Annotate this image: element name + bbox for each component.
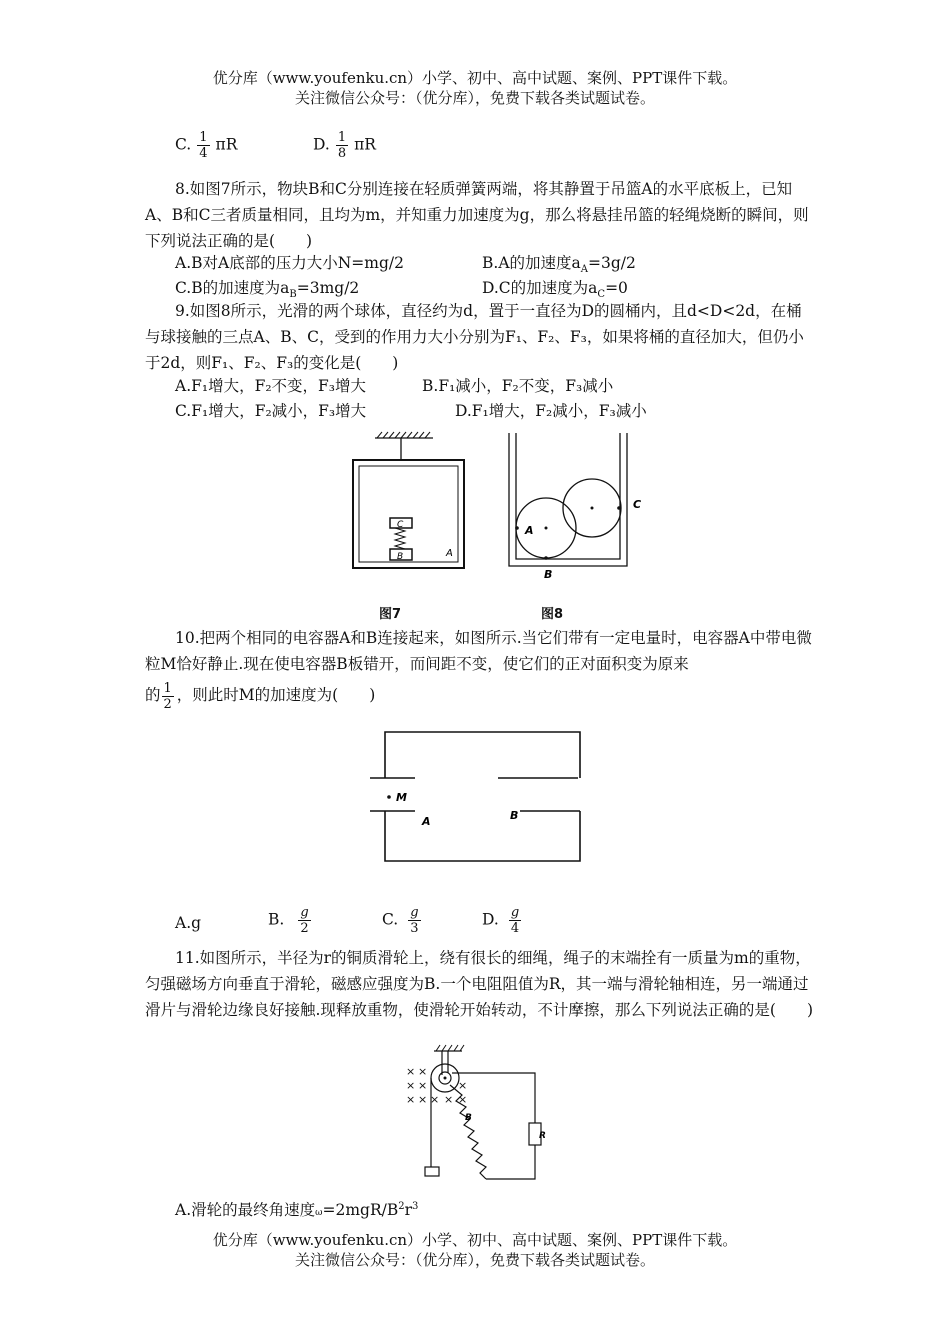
pulley-label-r: R [539, 1131, 546, 1141]
q8-option-b: B.A的加速度$a_A=3g/2$ [482, 254, 636, 276]
q8-option-a: A.B对A底部的压力大小N=mg/2 [175, 254, 404, 272]
q8-option-c: C.B的加速度为$a_B=3mg/2$ [175, 279, 360, 301]
q9-stem: 9.如图8所示，光滑的两个球体，直径约为d，置于一直径为D的圆桶内，且d<D<2d，在桶与球接触的三点A、B、C，受到的作用力大小分别为F₁、F₂、F₃，如果将桶的直径加大，但仍小于2d，则F₁、F₂、F₃的变化是( ) [145, 302, 804, 372]
q9-option-d: D.F₁增大，F₂减小，F₃减小 [455, 402, 647, 420]
q10-option-c: C. $\frac{g}{3}$ [382, 905, 419, 936]
svg-text:×: × [406, 1079, 416, 1092]
pulley-label-m: m [428, 1167, 436, 1176]
pulley-figure [400, 1043, 550, 1183]
q10-option-d: D. $\frac{g}{4}$ [482, 905, 520, 936]
q11-option-a: A.滑轮的最终角速度$\omega=2mgR/B^2r^3$ [175, 1201, 419, 1220]
svg-text:×: × [444, 1093, 454, 1106]
fig8-label-b: B [544, 568, 553, 581]
header-line-2: 关注微信公众号：（优分库），免费下载各类试题试卷。 [294, 89, 655, 107]
q8-option-d: D.C的加速度为$a_C=0$ [482, 279, 628, 301]
q7-option-c: C. $\frac{1}{4}$ πR [175, 130, 238, 161]
figure-7-basket [345, 428, 470, 576]
figure-7-caption: 图7 [379, 607, 402, 622]
footer-line-1: 优分库（www.youfenku.cn）小学、初中、高中试题、案例、PPT课件下载。 [212, 1231, 738, 1249]
fig7-label-c: C [397, 520, 404, 530]
svg-text:×: × [458, 1079, 468, 1092]
capacitor-label-a: A [422, 815, 431, 828]
fig7-label-b: B [397, 552, 404, 562]
svg-text:×: × [430, 1093, 440, 1106]
svg-text:×: × [418, 1093, 428, 1106]
pulley-label-b: B [465, 1113, 472, 1123]
q10-option-a: A.g [175, 914, 202, 932]
q7-option-d: D. $\frac{1}{8}$ πR [313, 130, 376, 161]
capacitor-label-b: B [510, 809, 519, 822]
q9-option-c: C.F₁增大，F₂减小，F₃增大 [175, 402, 367, 420]
capacitor-label-m: M [396, 791, 407, 804]
header-line-1: 优分库（www.youfenku.cn）小学、初中、高中试题、案例、PPT课件下载。 [212, 69, 738, 87]
q9-option-b: B.F₁减小，F₂不变，F₃减小 [422, 377, 614, 395]
footer-line-2: 关注微信公众号：（优分库），免费下载各类试题试卷。 [294, 1251, 655, 1269]
svg-text:×: × [418, 1079, 428, 1092]
fig8-label-c: C [633, 498, 642, 511]
fig8-label-a: A [525, 524, 534, 537]
capacitor-circuit-figure [365, 726, 585, 866]
figure-8-caption: 图8 [541, 607, 564, 622]
svg-text:×: × [406, 1065, 416, 1078]
svg-text:×: × [418, 1065, 428, 1078]
svg-text:×: × [406, 1093, 416, 1106]
q11-stem: 11.如图所示，半径为r的铜质滑轮上，绕有很长的细绳，绳子的末端拴有一质量为m的重物，匀强磁场方向垂直于滑轮，磁感应强度为B.一个电阻阻值为R，其一端与滑轮轴相连，另一端通过滑片与滑轮边缘良好接触.现释放重物，使滑轮开始转动，不计摩擦，那么下列说法正确的是( ) [145, 949, 814, 1019]
q8-stem: 8.如图7所示，物块B和C分别连接在轻质弹簧两端，将其静置于吊篮A的水平底板上，已知A、B和C三者质量相同，且均为m，并知重力加速度为g，那么将悬挂吊篮的轻绳烧断的瞬间，则下列说法正确的是( ) [145, 180, 809, 250]
figure-8-bucket [498, 428, 658, 588]
q10-stem: 10.把两个相同的电容器A和B连接起来，如图所示.当它们带有一定电量时，电容器A中带电微粒M恰好静止.现在使电容器B板错开，而间距不变，使它们的正对面积变为原来 [145, 629, 812, 673]
fig7-label-a: A [446, 548, 453, 559]
q10-stem-end: 的 $\frac{1}{2}$ ，则此时M的加速度为( ) [145, 680, 376, 712]
q9-option-a: A.F₁增大，F₂不变，F₃增大 [175, 377, 367, 395]
svg-text:×: × [458, 1093, 468, 1106]
q10-option-b: B. $\frac{g}{2}$ [268, 905, 309, 936]
